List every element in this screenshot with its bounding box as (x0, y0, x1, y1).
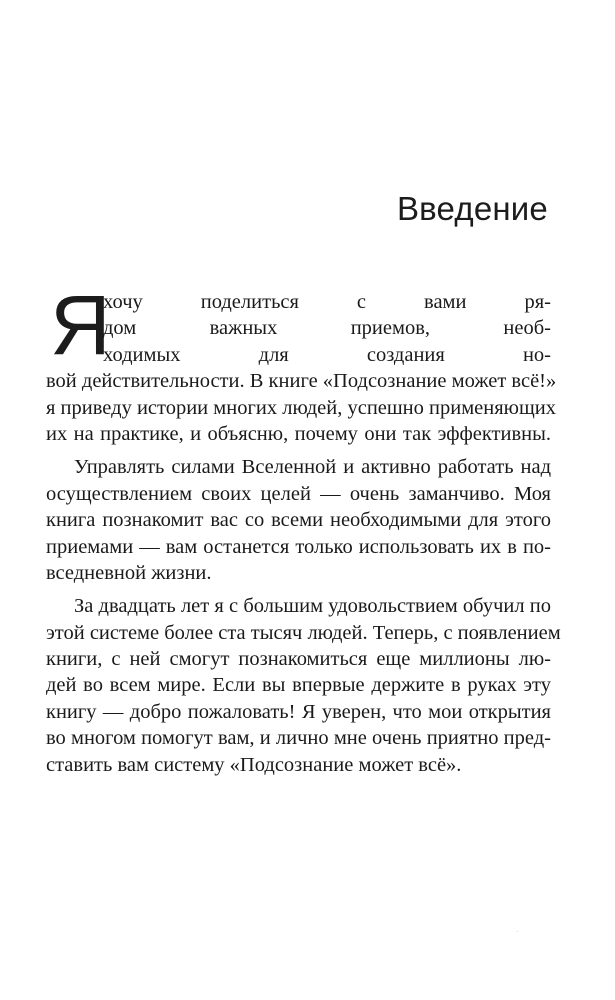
text-line: хочу поделиться с вами ря- (103, 291, 551, 313)
text-line: вой действительности. В книге «Подсознание может всё!» (46, 370, 557, 393)
drop-cap: Я (50, 278, 111, 372)
text-line: приемами — вам останется только использовать их в по- (46, 535, 551, 558)
paragraph-2 (46, 454, 551, 586)
text-line: дом важных приемов, необ- (103, 317, 551, 340)
text-line: За двадцать лет я с большим удовольствием обучил по (74, 595, 551, 618)
text-line: ставить вам систему «Подсознание может всё». (46, 753, 462, 776)
paragraph-1 (46, 278, 557, 447)
chapter-title: Введение (396, 190, 548, 227)
text-line: этой системе более ста тысяч людей. Теперь, с появлением (46, 621, 561, 644)
text-line: книги, с ней смогут познакомиться еще миллионы лю- (46, 648, 551, 671)
text-line: я приведу истории многих людей, успешно применяющих (46, 396, 556, 419)
text-line: книга познакомит вас со всеми необходимыми для этого (46, 509, 551, 532)
text-line: осуществлением своих целей — очень заманчиво. Моя (46, 482, 551, 505)
text-line: книгу — добро пожаловать! Я уверен, что мои открытия (46, 700, 551, 723)
paragraph-3 (46, 593, 561, 778)
text-line: Управлять силами Вселенной и активно работать над (74, 456, 551, 479)
body-text (46, 278, 561, 778)
text-line: во многом помогут вам, и лично мне очень приятно пред- (46, 727, 551, 750)
text-line: ходимых для создания но- (103, 343, 551, 366)
text-line: вседневной жизни. (46, 561, 212, 584)
text-line: их на практике, и объясню, почему они так эффективны. (46, 422, 551, 445)
text-line: дей во всем мире. Если вы впервые держите в руках эту (46, 674, 551, 697)
scan-speck: · (515, 927, 519, 938)
